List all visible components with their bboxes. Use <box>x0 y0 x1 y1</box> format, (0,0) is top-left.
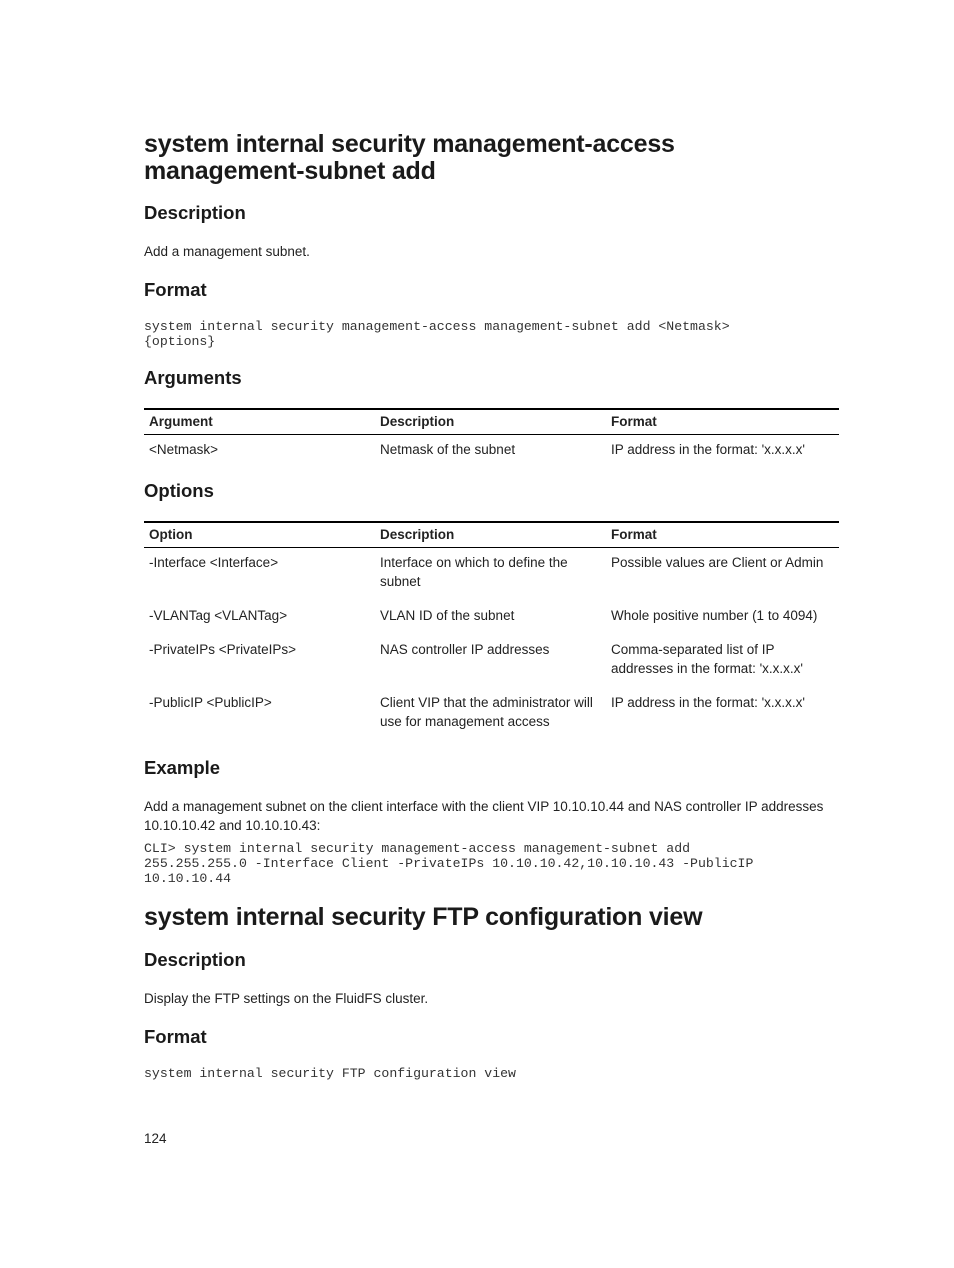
table-row <box>144 688 839 741</box>
table-row <box>144 601 839 635</box>
example-code-line-3: 10.10.10.44 <box>144 871 232 886</box>
table-cell: Client VIP that the administrator will use for management access <box>380 695 593 729</box>
format-code-line-2: {options} <box>144 334 216 349</box>
column-header: Option <box>144 522 375 548</box>
arguments-table <box>144 408 839 469</box>
example-heading: Example <box>144 757 221 778</box>
example-code-line-2: 255.255.255.0 -Interface Client -PrivateIPs 10.10.10.42,10.10.10.43 -PublicIP <box>144 856 754 871</box>
description-heading: Description <box>144 202 246 223</box>
column-header: Format <box>606 522 839 548</box>
table-cell: IP address in the format: 'x.x.x.x' <box>611 695 805 710</box>
column-header: Description <box>375 409 606 435</box>
table-cell: -VLANTag <VLANTag> <box>149 608 288 623</box>
table-cell: VLAN ID of the subnet <box>380 608 515 623</box>
table-cell: <Netmask> <box>149 442 219 457</box>
table-cell: Whole positive number (1 to 4094) <box>611 608 818 623</box>
description-text: Add a management subnet. <box>144 244 310 259</box>
arguments-heading: Arguments <box>144 367 242 388</box>
example-code-line-1: CLI> system internal security management-access management-subnet add <box>144 841 691 856</box>
page-number: 124 <box>144 1131 167 1146</box>
example-text: Add a management subnet on the client interface with the client VIP 10.10.10.44 and NAS controller IP addresses 10.10.10.42 and 10.10.10.43: <box>144 799 824 833</box>
table-row <box>144 635 839 688</box>
options-heading: Options <box>144 480 214 501</box>
table-cell: NAS controller IP addresses <box>380 642 550 657</box>
table-cell: -Interface <Interface> <box>149 555 279 570</box>
description-heading-ftp: Description <box>144 949 246 970</box>
description-text-ftp: Display the FTP settings on the FluidFS cluster. <box>144 991 429 1006</box>
column-header: Format <box>606 409 839 435</box>
format-code-ftp: system internal security FTP configuration view <box>144 1066 516 1081</box>
table-cell: IP address in the format: 'x.x.x.x' <box>611 442 805 457</box>
section-title-line-2: management-subnet add <box>144 157 436 185</box>
section-title-ftp: system internal security FTP configuration view <box>144 903 703 931</box>
section-title-line-1: system internal security management-access <box>144 130 675 158</box>
table-cell: -PrivateIPs <PrivateIPs> <box>149 642 297 657</box>
table-cell: -PublicIP <PublicIP> <box>149 695 272 710</box>
table-cell: Comma-separated list of IP addresses in the format: 'x.x.x.x' <box>611 642 803 676</box>
section-title <box>144 131 675 185</box>
table-row <box>144 435 839 470</box>
table-cell: Interface on which to define the subnet <box>380 555 568 589</box>
format-code <box>144 319 730 349</box>
table-header-row <box>144 522 839 548</box>
table-header-row <box>144 409 839 435</box>
format-heading-ftp: Format <box>144 1026 207 1047</box>
format-code-line-1: system internal security management-access management-subnet add <Netmask> <box>144 319 730 334</box>
format-heading: Format <box>144 279 207 300</box>
options-table <box>144 521 839 741</box>
table-cell: Possible values are Client or Admin <box>611 555 824 570</box>
column-header: Description <box>375 522 606 548</box>
table-row <box>144 548 839 602</box>
example-code <box>144 841 753 886</box>
column-header: Argument <box>144 409 375 435</box>
table-cell: Netmask of the subnet <box>380 442 516 457</box>
